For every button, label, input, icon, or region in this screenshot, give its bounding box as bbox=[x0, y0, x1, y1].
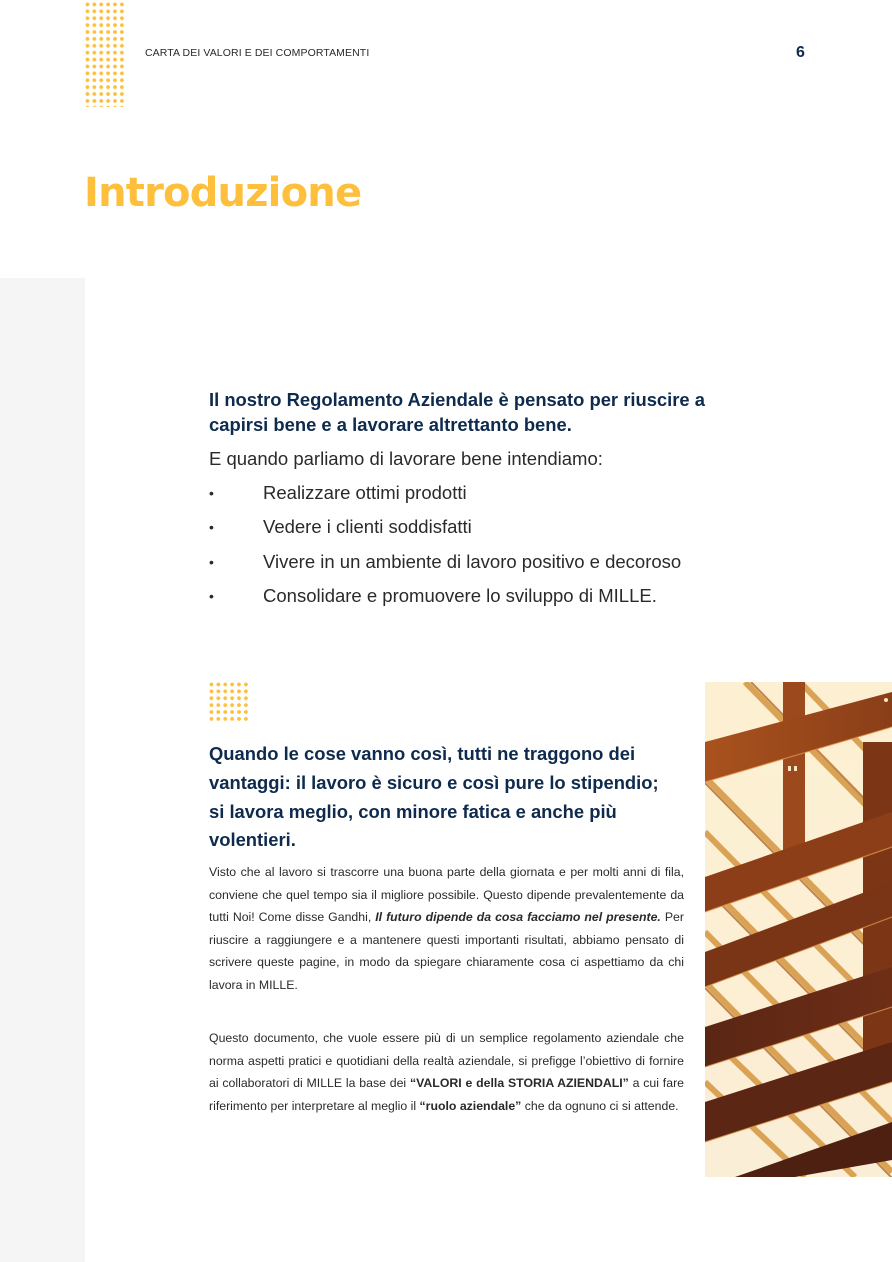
bullet-icon: • bbox=[209, 485, 214, 501]
intro-bullet-list bbox=[209, 480, 789, 617]
decorative-dot-grid-small bbox=[208, 681, 250, 723]
bullet-text: Realizzare ottimi prodotti bbox=[263, 482, 467, 503]
paragraph-text: a cui fare riferimento per interpretare al meglio il bbox=[209, 1076, 685, 1113]
bullet-text: Vedere i clienti soddisfatti bbox=[263, 516, 472, 538]
paragraph-text: che da ognuno ci si attende. bbox=[521, 1098, 679, 1113]
running-header-title: CARTA DEI VALORI E DEI COMPORTAMENTI bbox=[145, 47, 370, 59]
bullet-text: Consolidare e promuovere lo sviluppo di MILLE. bbox=[263, 584, 657, 606]
bullet-icon: • bbox=[209, 519, 214, 536]
highlight-quote: Quando le cose vanno così, tutti ne traggono dei vantaggi: il lavoro è sicuro e così pure lo stipendio; si lavora meglio, con minore fatica e anche più volentieri. bbox=[209, 743, 659, 851]
steel-beams-photo bbox=[705, 682, 892, 1177]
bullet-item bbox=[209, 514, 789, 548]
emphasis-values-history: “VALORI e della STORIA AZIENDALI” bbox=[409, 1076, 629, 1091]
bullet-icon: • bbox=[209, 553, 214, 570]
page-number: 6 bbox=[796, 44, 805, 61]
bullet-item bbox=[209, 480, 789, 514]
page-title: Introduzione bbox=[84, 170, 362, 216]
paragraph-text: Questo documento, che vuole essere più di un semplice regolamento aziendale che norma aspetti pratici e quotidiani della realtà aziendale, si prefigge l’obiettivo di fornire ai collaboratori di MILLE la base dei bbox=[209, 1031, 684, 1091]
side-grey-block bbox=[0, 278, 85, 1262]
paragraph-text: Per riuscire a raggiungere e a mantenere questi importanti risultati, abbiamo pensato di scrivere queste pagine, in modo da spiegare chiaramente cosa ci aspettiamo da chi lavora in MILLE. bbox=[209, 910, 684, 992]
decorative-dot-grid bbox=[84, 1, 126, 107]
bullet-text: Vivere in un ambiente di lavoro positivo e decoroso bbox=[263, 550, 682, 572]
body-paragraph-2 bbox=[209, 1027, 684, 1117]
paragraph-text: Visto che al lavoro si trascorre una buona parte della giornata e per molti anni di fila, conviene che quel tempo sia il migliore possibile. Questo dipende prevalentemente da tutti Noi! Come disse Gandhi, bbox=[209, 865, 684, 925]
emphasis-company-role: “ruolo aziendale” bbox=[419, 1098, 522, 1113]
bullet-item bbox=[209, 583, 789, 617]
bullet-icon: • bbox=[209, 587, 214, 604]
intro-lead: Il nostro Regolamento Aziendale è pensato per riuscire a capirsi bene e a lavorare altrettanto bene. bbox=[209, 389, 705, 435]
body-paragraph-1 bbox=[209, 861, 684, 997]
bullet-item bbox=[209, 549, 789, 583]
gandhi-quote: Il futuro dipende da cosa facciamo nel presente. bbox=[375, 910, 661, 925]
intro-subtitle: E quando parliamo di lavorare bene intendiamo: bbox=[209, 448, 603, 469]
